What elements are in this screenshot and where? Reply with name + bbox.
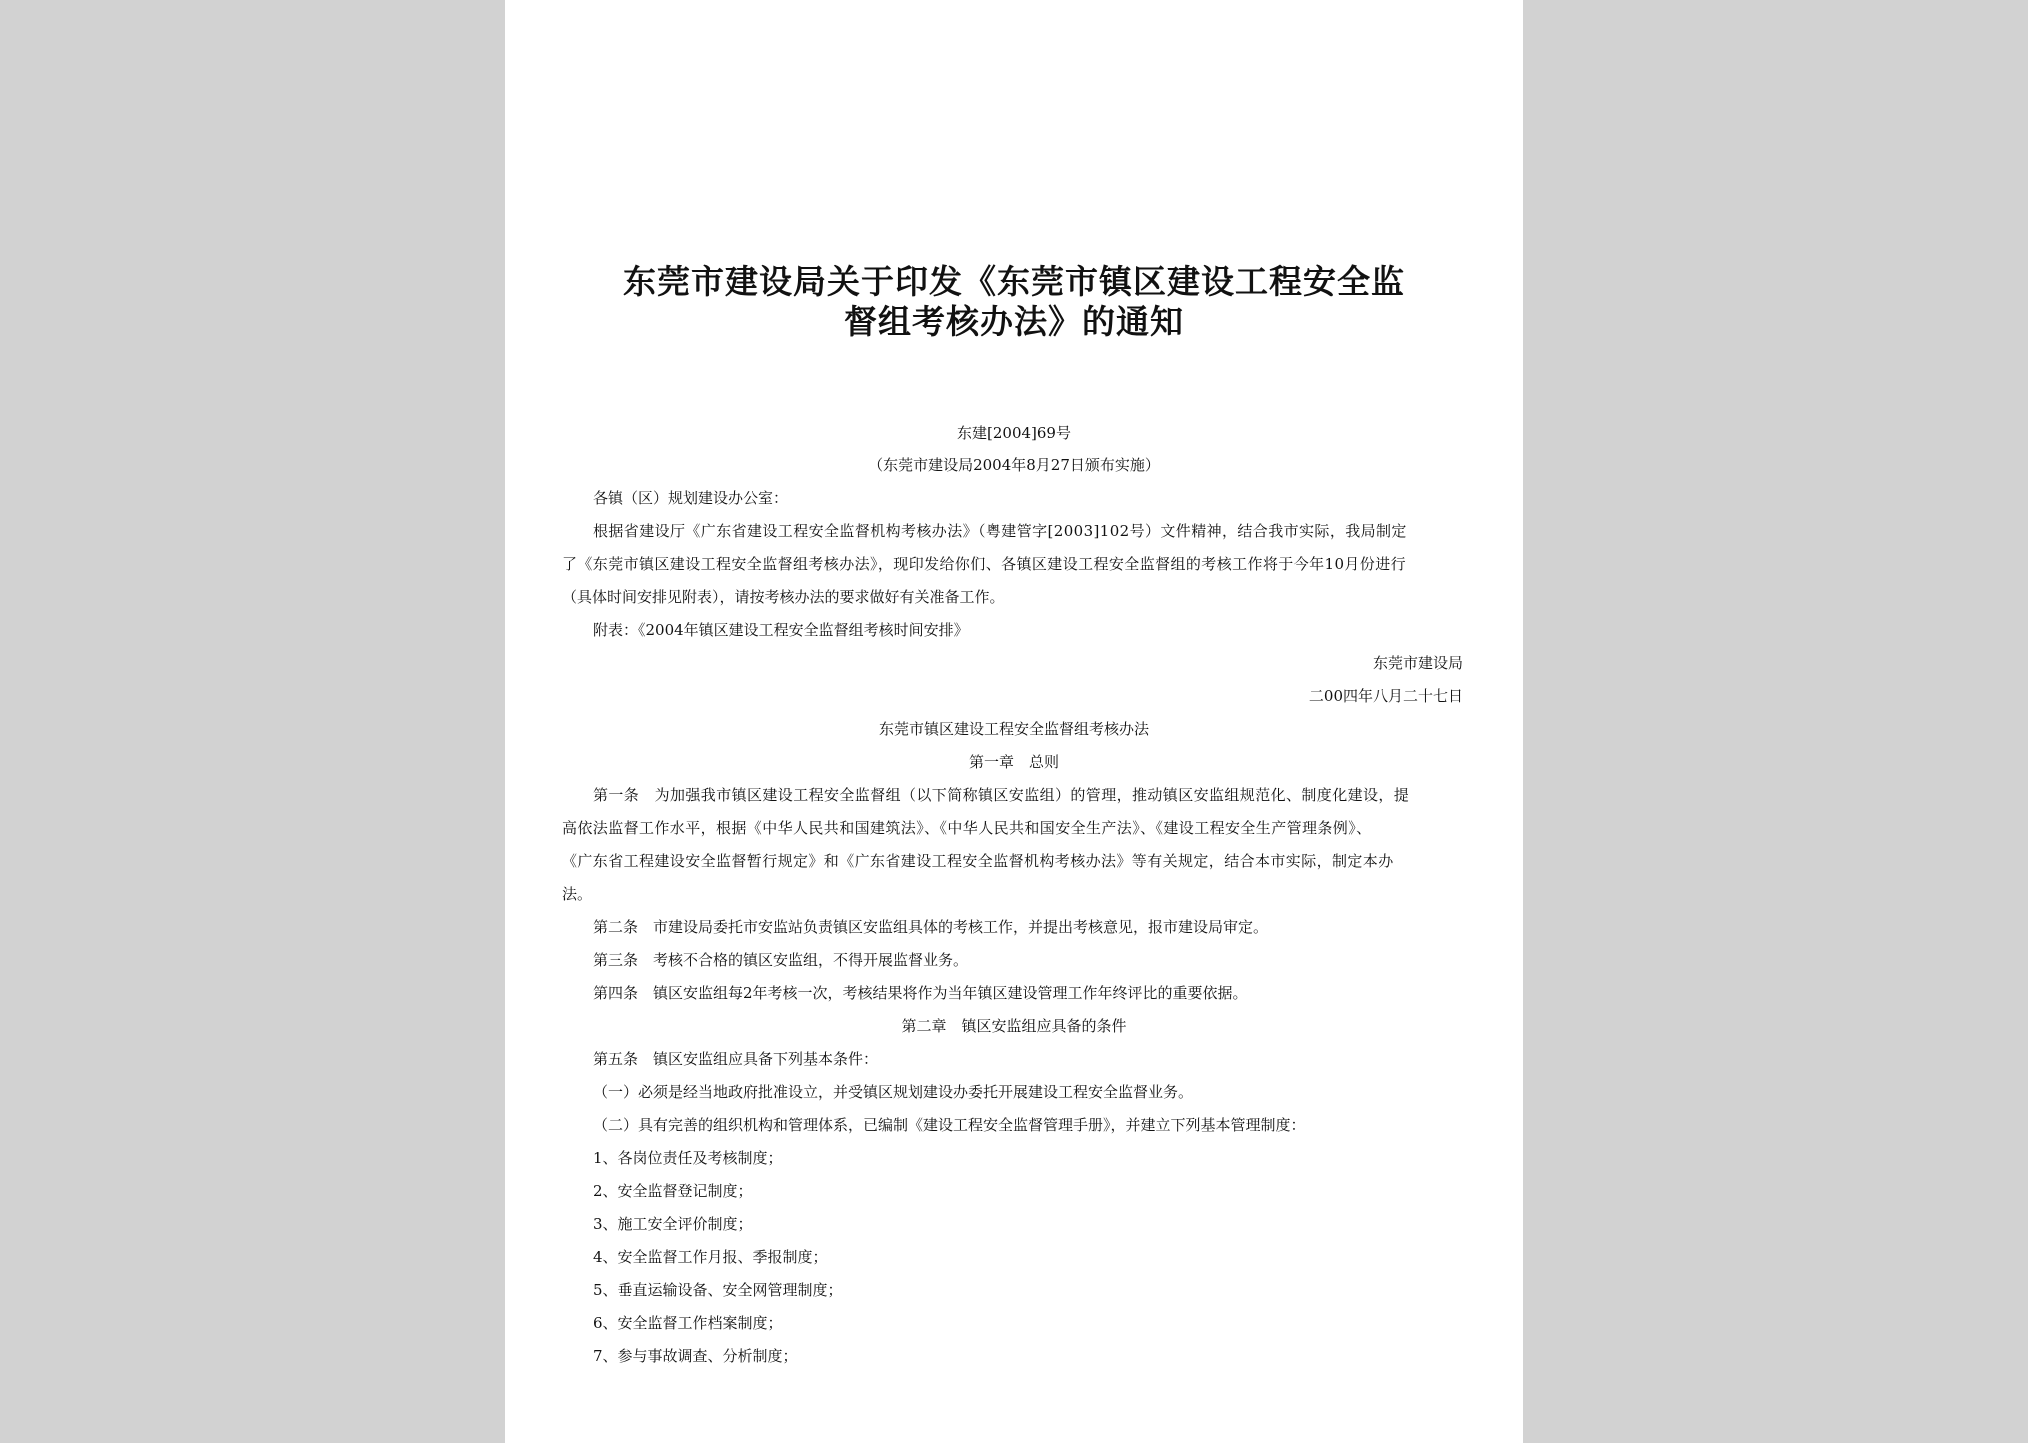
document-title bbox=[505, 262, 1523, 342]
signature-date: 二00四年八月二十七日 bbox=[1308, 687, 1463, 705]
condition-2: （二）具有完善的组织机构和管理体系，已编制《建设工程安全监督管理手册》，并建立下列基本管理制度： bbox=[593, 1116, 1306, 1134]
list-item: 6、安全监督工作档案制度； bbox=[593, 1314, 783, 1332]
intro-line: （具体时间安排见附表），请按考核办法的要求做好有关准备工作。 bbox=[562, 588, 1005, 606]
measures-title: 东莞市镇区建设工程安全监督组考核办法 bbox=[878, 720, 1149, 738]
chapter-2-heading: 第二章 镇区安监组应具备的条件 bbox=[901, 1017, 1127, 1035]
chapter-1-heading: 第一章 总则 bbox=[968, 753, 1059, 771]
salutation: 各镇（区）规划建设办公室： bbox=[593, 489, 789, 507]
article-4: 第四条 镇区安监组每2年考核一次，考核结果将作为当年镇区建设管理工作年终评比的重要依据。 bbox=[593, 984, 1248, 1002]
article-1-line: 法。 bbox=[562, 885, 593, 903]
doc-number: 东建[2004]69号 bbox=[957, 424, 1071, 442]
article-1-line: 高依法监督工作水平，根据《中华人民共和国建筑法》、《中华人民共和国安全生产法》、《建设工程安全生产管理条例》、 bbox=[562, 819, 1372, 837]
attachment-note: 附表：《2004年镇区建设工程安全监督组考核时间安排》 bbox=[593, 621, 969, 639]
list-item: 2、安全监督登记制度； bbox=[593, 1182, 753, 1200]
article-2: 第二条 市建设局委托市安监站负责镇区安监组具体的考核工作，并提出考核意见，报市建设局审定。 bbox=[593, 918, 1269, 936]
signature: 东莞市建设局 bbox=[1372, 654, 1463, 672]
intro-line: 根据省建设厅《广东省建设工程安全监督机构考核办法》（粤建管字[2003]102号）文件精神，结合我市实际，我局制定 bbox=[593, 522, 1407, 540]
list-item: 3、施工安全评价制度； bbox=[593, 1215, 753, 1233]
list-item: 4、安全监督工作月报、季报制度； bbox=[593, 1248, 828, 1266]
title-line-2: 督组考核办法》的通知 bbox=[844, 302, 1184, 341]
intro-line: 了《东莞市镇区建设工程安全监督组考核办法》，现印发给你们、各镇区建设工程安全监督组的考核工作将于今年10月份进行 bbox=[562, 555, 1406, 573]
list-item: 7、参与事故调查、分析制度； bbox=[593, 1347, 798, 1365]
condition-1: （一）必须是经当地政府批准设立，并受镇区规划建设办委托开展建设工程安全监督业务。 bbox=[593, 1083, 1194, 1101]
issued-note: （东莞市建设局2004年8月27日颁布实施） bbox=[868, 456, 1160, 474]
article-3: 第三条 考核不合格的镇区安监组，不得开展监督业务。 bbox=[593, 951, 969, 969]
article-5: 第五条 镇区安监组应具备下列基本条件： bbox=[593, 1050, 879, 1068]
title-line-1: 东莞市建设局关于印发《东莞市镇区建设工程安全监 bbox=[623, 262, 1405, 301]
list-item: 1、各岗位责任及考核制度； bbox=[593, 1149, 783, 1167]
list-item: 5、垂直运输设备、安全网管理制度； bbox=[593, 1281, 843, 1299]
article-1-line: 第一条 为加强我市镇区建设工程安全监督组（以下简称镇区安监组）的管理，推动镇区安监组规范化、制度化建设，提 bbox=[593, 786, 1410, 804]
article-1-line: 《广东省工程建设安全监督暂行规定》和《广东省建设工程安全监督机构考核办法》等有关规定，结合本市实际，制定本办 bbox=[562, 852, 1394, 870]
document-page bbox=[505, 0, 1523, 1443]
